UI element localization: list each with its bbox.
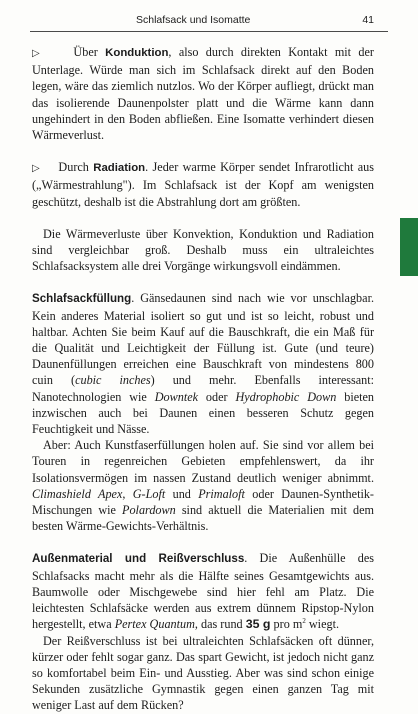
triangle-bullet-icon: ▷: [32, 163, 41, 175]
paragraph-konduktion: ▷ Über Konduktion, also durch direkten Kontakt mit der Unterlage. Würde man sich im Schlafsack direkt auf den Boden legen, wäre das ziemlich nutzlos. Wo der Körper aufliegt, drückt man das isolierende Daunenpolster platt und die Wärme kann dann ungehindert in den Boden abfließen. Eine Isomatte verhindert diesen Wärmeverlust.: [32, 45, 374, 143]
term-radiation: Radiation: [93, 162, 146, 175]
paragraph-radiation: ▷ Durch Radiation. Jeder warme Körper sendet Infrarotlicht aus („Wärmestrahlung"). Im Schlafsack ist der Kopf am wenigsten geschützt, deshalb ist die Abstrahlung dort am größten.: [32, 160, 374, 209]
paragraph-summary: Die Wärmeverluste über Konvektion, Konduktion und Radiation sind vergleichbar groß. Deshalb muss ein ultraleichtes Schlafsacksystem alle drei Vorgänge wirkungsvoll eindämmen.: [32, 226, 374, 274]
weight-value: 35 g: [245, 617, 271, 632]
triangle-bullet-icon: ▷: [32, 48, 44, 59]
chapter-title: Schlafsack und Isomatte: [136, 14, 251, 26]
running-header: [30, 14, 388, 32]
heading-fuellung: Schlafsackfüllung: [32, 292, 132, 306]
paragraph-fuellung: Schlafsackfüllung. Gänsedaunen sind nach wie vor unschlagbar. Kein anderes Material isoliert so gut und ist so leicht, robust und haltbar. Achten Sie beim Kauf auf die Bauschkraft, die ein Maß für die Qualität und Leichtigkeit der Füllung ist. Gute (und teure) Daunenfüllungen erreichen eine Bauschkraft von mindestens 800 cuin (cubic inches) und mehr. Ebenfalls interessant: Nanotechnologien wie Downtek oder Hydrophobic Down bieten inzwischen auch bei Daunen einen besseren Schutz gegen Feuchtigkeit und Nässe.: [32, 291, 375, 437]
page-number: 41: [362, 14, 374, 26]
page-body: [32, 44, 374, 714]
term-konduktion: Konduktion: [105, 47, 169, 59]
paragraph-aussenmaterial: Außenmaterial und Reißverschluss. Die Außenhülle des Schlafsacks macht mehr als die Hälfte seines Gesamtgewichts aus. Baumwolle oder Mischgewebe sind hier fehl am Platz. Die leichtesten Schlafsäcke werden aus extrem dünnem Ripstop-Nylon hergestellt, etwa Pertex Quantum, das rund 35 g pro $m^2$ wiegt.: [32, 551, 375, 632]
heading-aussenmaterial: Außenmaterial und Reißverschluss: [32, 552, 245, 566]
paragraph-reissverschluss: Der Reißverschluss ist bei ultraleichten Schlafsäcken oft dünner, kürzer oder fehlt sogar ganz. Das spart Gewicht, ist jedoch nicht ganz so komfortabel beim Ein- und Ausstieg. Aber was sind schon einige Sekunden zusätzliche Gymnastik gegen einen ganzen Tag mit weniger Last auf dem Rücken?: [32, 633, 374, 713]
paragraph-kunstfaser: Aber: Auch Kunstfaserfüllungen holen auf. Sie sind vor allem bei Touren in regenreichen Gebieten empfehlenswert, da ihr Isolationsvermögen im nassen Zustand deutlich weniger abnimmt. Climashield Apex, G-Loft und Primaloft oder Daunen-Synthetik-Mischungen wie Polardown sind aktuell die Materialien mit dem besten Wärme-Gewichts-Verhältnis.: [32, 438, 374, 534]
chapter-tab-marker: [400, 218, 418, 276]
